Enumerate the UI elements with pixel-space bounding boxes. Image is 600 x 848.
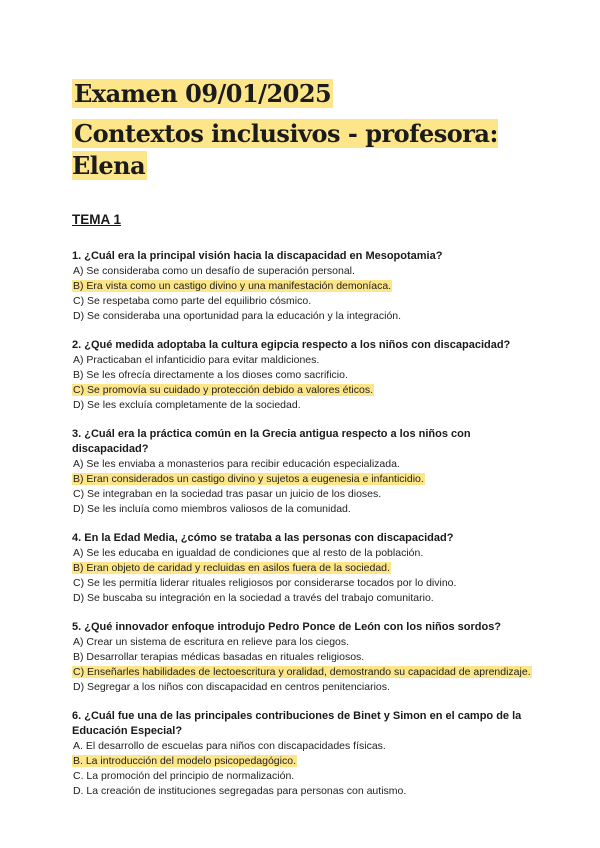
answer-option-highlighted [72,472,532,487]
answer-text: D) Se les incluía como miembros valiosos de la comunidad. [73,503,351,515]
answer-option [72,680,532,695]
answer-text: A) Practicaban el infanticidio para evitar maldiciones. [73,354,320,366]
answer-option [72,502,532,517]
answer-option-highlighted [72,754,532,769]
answer-text: D) Se les excluía completamente de la sociedad. [73,399,301,411]
answer-option [72,294,532,309]
answer-text: D) Se buscaba su integración en la sociedad a través del trabajo comunitario. [73,592,434,604]
answer-text: C) Se respetaba como parte del equilibrio cósmico. [73,295,312,307]
answer-option [72,309,532,324]
answer-option [72,784,532,799]
answer-option [72,769,532,784]
question-block [72,338,532,413]
answer-option [72,353,532,368]
section-title: TEMA 1 [72,212,122,227]
answer-option-highlighted [72,279,532,294]
course-title-text: Contextos inclusivos - profesora: Elena [72,119,498,180]
answer-option [72,487,532,502]
answer-option [72,635,532,650]
question-text: 5. ¿Qué innovador enfoque introdujo Pedro Ponce de León con los niños sordos? [72,621,502,633]
answer-option [72,591,532,606]
answer-option-highlighted [72,383,532,398]
answer-option-highlighted [72,665,532,680]
answer-option [72,264,532,279]
question-text: 1. ¿Cuál era la principal visión hacia la discapacidad en Mesopotamia? [72,250,443,262]
answer-option-highlighted [72,561,532,576]
exam-title-text: Examen 09/01/2025 [74,79,332,108]
answer-text: C) Se les permitía liderar rituales religiosos por considerarse tocados por lo divino. [73,577,457,589]
answer-option [72,739,532,754]
course-title [72,118,532,182]
answer-text: A) Crear un sistema de escritura en relieve para los ciegos. [73,636,350,648]
answer-text: D. La creación de instituciones segregadas para personas con autismo. [73,785,407,797]
answer-option [72,576,532,591]
answer-text: C) Se integraban en la sociedad tras pasar un juicio de los dioses. [73,488,382,500]
question-block [72,709,532,799]
question-block [72,427,532,517]
question-text: 6. ¿Cuál fue una de las principales contribuciones de Binet y Simon en el campo de la Educación Especial? [72,710,522,737]
answer-text: C) Enseñarles habilidades de lectoescritura y oralidad, demostrando su capacidad de aprendizaje. [73,666,531,678]
answer-option [72,650,532,665]
answer-text: B) Desarrollar terapias médicas basadas en rituales religiosos. [73,651,365,663]
answer-text: A. El desarrollo de escuelas para niños con discapacidades físicas. [73,740,386,752]
answer-text: B. La introducción del modelo psicopedagógico. [73,755,296,767]
answer-option [72,457,532,472]
question-text: 3. ¿Cuál era la práctica común en la Grecia antigua respecto a los niños con discapacidad? [72,428,471,455]
answer-text: C) Se promovía su cuidado y protección debido a valores éticos. [73,384,373,396]
question-block [72,531,532,606]
answer-option [72,546,532,561]
answer-text: C. La promoción del principio de normalización. [73,770,295,782]
answer-text: B) Eran objeto de caridad y recluidas en asilos fuera de la sociedad. [73,562,390,574]
exam-title [72,78,532,110]
answer-option [72,398,532,413]
answer-text: A) Se les enviaba a monasterios para recibir educación especializada. [73,458,400,470]
question-text: 2. ¿Qué medida adoptaba la cultura egipcia respecto a los niños con discapacidad? [72,339,511,351]
answer-text: A) Se consideraba como un desafío de superación personal. [73,265,355,277]
answer-text: B) Eran considerados un castigo divino y sujetos a eugenesia e infanticidio. [73,473,424,485]
question-list [72,249,532,799]
answer-text: B) Se les ofrecía directamente a los dioses como sacrificio. [73,369,348,381]
question-text: 4. En la Edad Media, ¿cómo se trataba a las personas con discapacidad? [72,532,454,544]
document-page [72,78,532,813]
answer-option [72,368,532,383]
answer-text: A) Se les educaba en igualdad de condiciones que al resto de la población. [73,547,424,559]
answer-text: D) Segregar a los niños con discapacidad en centros penitenciarios. [73,681,390,693]
question-block [72,249,532,324]
answer-text: B) Era vista como un castigo divino y una manifestación demoníaca. [73,280,392,292]
question-block [72,620,532,695]
answer-text: D) Se consideraba una oportunidad para la educación y la integración. [73,310,402,322]
